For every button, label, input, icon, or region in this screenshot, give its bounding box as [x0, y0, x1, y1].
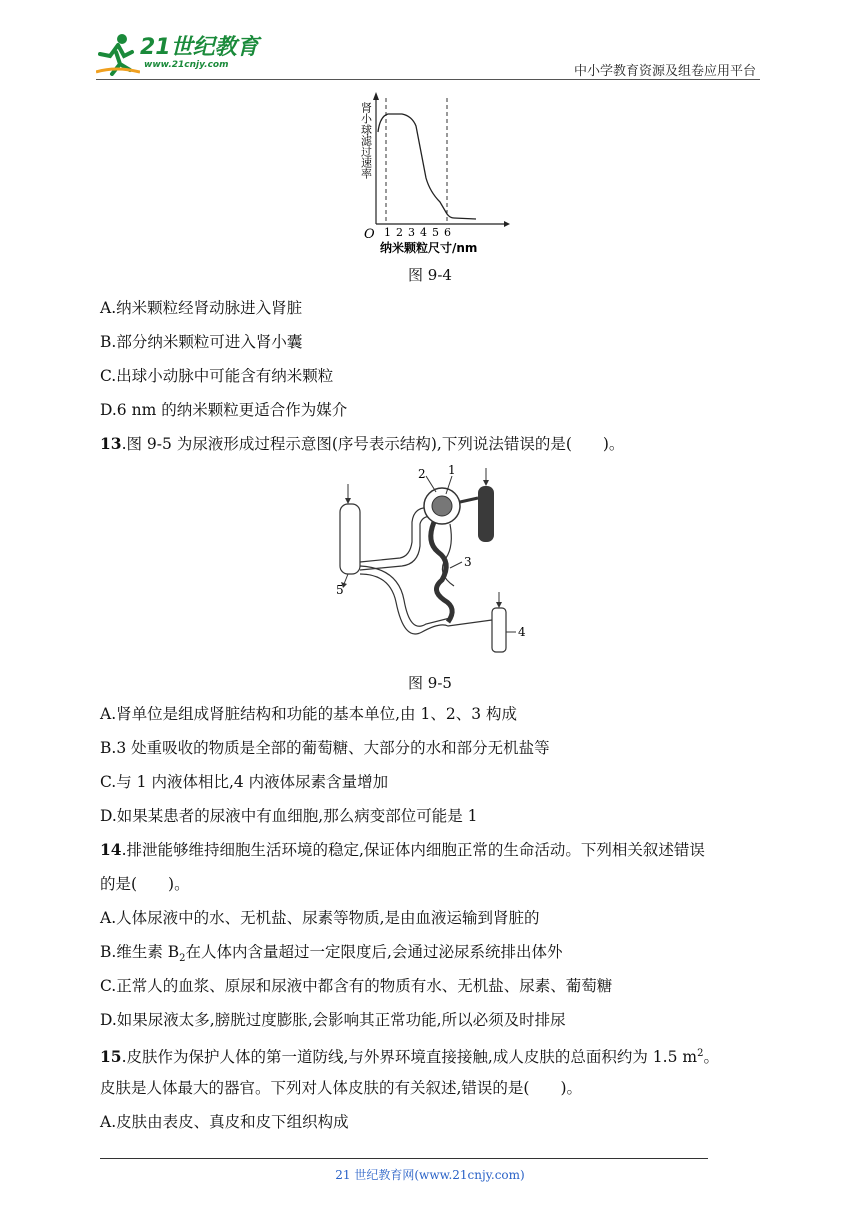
q13-option-a: A.肾单位是组成肾脏结构和功能的基本单位,由 1、2、3 构成 [100, 705, 517, 723]
q13-text: .图 9-5 为尿液形成过程示意图(序号表示结构),下列说法错误的是( )。 [121, 435, 625, 453]
q12-option-d: D.6 nm 的纳米颗粒更适合作为媒介 [100, 401, 348, 419]
q12-option-b: B.部分纳米颗粒可进入肾小囊 [100, 333, 303, 351]
y-axis-label: 肾小球滤过速率 [359, 102, 373, 179]
site-logo [96, 32, 266, 78]
q14-option-b-post: 在人体内含量超过一定限度后,会通过泌尿系统排出体外 [185, 943, 563, 961]
filtration-curve [378, 114, 476, 219]
q13-option-c: C.与 1 内液体相比,4 内液体尿素含量增加 [100, 773, 389, 791]
q14-option-c: C.正常人的血浆、原尿和尿液中都含有的物质有水、无机盐、尿素、葡萄糖 [100, 977, 613, 995]
q13-number: 13 [100, 434, 122, 453]
renal-tubule [431, 522, 452, 622]
glomerulus [432, 496, 452, 516]
header-tagline: 中小学教育资源及组卷应用平台 [573, 64, 756, 79]
logo-url: www.21cnjy.com [144, 60, 229, 70]
figure-9-5-diagram [330, 462, 530, 666]
q13-stem [100, 434, 624, 454]
q12-option-a: A.纳米颗粒经肾动脉进入肾脏 [100, 299, 303, 317]
q15-text-1: .皮肤作为保护人体的第一道防线,与外界环境直接接触,成人皮肤的总面积约为 1.5 m [121, 1048, 698, 1067]
q14-text-1: .排泄能够维持细胞生活环境的稳定,保证体内细胞正常的生命活动。下列相关叙述错误 [121, 841, 705, 859]
x-axis-label: 纳米颗粒尺寸/nm [380, 241, 478, 255]
figure-9-4-caption: 图 9-4 [408, 266, 452, 284]
q14-option-d: D.如果尿液太多,膀胱过度膨胀,会影响其正常功能,所以必须及时排尿 [100, 1011, 566, 1029]
q13-option-d: D.如果某患者的尿液中有血细胞,那么病变部位可能是 1 [100, 807, 478, 825]
vessel-5 [340, 504, 360, 574]
q15-text-1-end: 。 [703, 1048, 719, 1067]
q15-stem-line1 [100, 1044, 719, 1067]
page-header [0, 0, 860, 80]
q15-stem-line2: 皮肤是人体最大的器官。下列对人体皮肤的有关叙述,错误的是( )。 [100, 1079, 583, 1097]
footer-divider [100, 1158, 708, 1159]
q13-option-b: B.3 处重吸收的物质是全部的葡萄糖、大部分的水和部分无机盐等 [100, 739, 550, 757]
q14-stem-line1 [100, 840, 705, 860]
origin-label: O [364, 227, 375, 242]
q14-option-b-sub: 2 [179, 953, 186, 965]
label-2: 2 [418, 467, 426, 481]
q14-option-b [100, 942, 562, 969]
figure-9-5-caption: 图 9-5 [408, 674, 452, 692]
header-divider [96, 79, 760, 80]
runner-icon [96, 32, 140, 76]
tick-1: 1 [384, 226, 391, 239]
q15-option-a: A.皮肤由表皮、真皮和皮下组织构成 [100, 1113, 349, 1131]
q14-number: 14 [100, 840, 122, 859]
logo-text: 21世纪教育 [140, 35, 259, 60]
label-4: 4 [518, 625, 526, 639]
q14-option-b-pre: B.维生素 B [100, 943, 180, 961]
q14-stem-line2: 的是( )。 [100, 875, 190, 893]
figure-9-4-chart [350, 92, 510, 260]
label-1: 1 [448, 463, 456, 477]
q14-option-a: A.人体尿液中的水、无机盐、尿素等物质,是由血液运输到肾脏的 [100, 909, 540, 927]
label-3: 3 [464, 555, 472, 569]
tick-5: 5 [432, 226, 439, 239]
q15-sup: 2 [697, 1048, 704, 1059]
footer-text[interactable]: 21 世纪教育网(www.21cnjy.com) [335, 1168, 525, 1182]
renal-artery [478, 486, 494, 542]
q12-option-c: C.出球小动脉中可能含有纳米颗粒 [100, 367, 334, 385]
tick-2: 2 [396, 226, 403, 239]
label-5: 5 [336, 583, 344, 597]
tick-6: 6 [444, 226, 451, 239]
tick-4: 4 [420, 226, 427, 239]
q15-number: 15 [100, 1047, 122, 1067]
renal-vein [492, 608, 506, 652]
tick-3: 3 [408, 226, 415, 239]
